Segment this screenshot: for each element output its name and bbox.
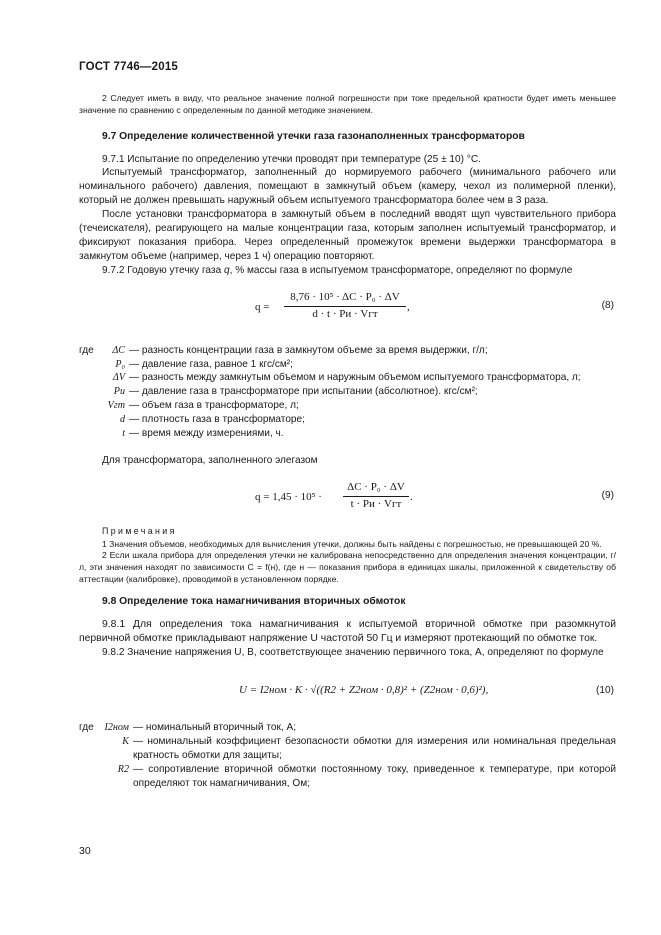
legend-row bbox=[79, 427, 616, 441]
formula-10-number: (10) bbox=[596, 685, 614, 697]
sf6-intro: Для трансформатора, заполненного элегазом bbox=[102, 454, 318, 466]
legend-symbol: P₀ bbox=[115, 358, 125, 370]
formula-9-number: (9) bbox=[601, 489, 614, 501]
para-9-7-2 bbox=[79, 264, 616, 278]
para-9-8-1: 9.8.1 Для определения тока намагничивания к испытуемой вторичной обмотке при разомкнутой первичной обмотке прикладывают напряжение U частотой 50 Гц и измеряют протекающий по обмотке ток. bbox=[79, 618, 616, 644]
legend-symbol: I2ном bbox=[104, 722, 129, 734]
para-9-7-1-procedure: После установки трансформатора в замкнутый объем в последний вводят щуп чувствительного прибора (течеискателя), реагирующего на малые концентрации газа, которым заполнен испытуемый трансформатор, и фиксируют показания прибора. Через определенный промежуток времени выдержки трансформатора в замкнутом объеме (например, через 1 ч) операцию повторяют. bbox=[79, 209, 616, 262]
formula-9-fraction bbox=[343, 481, 409, 512]
notes-block bbox=[79, 526, 616, 586]
formula-9-tail: . bbox=[410, 490, 413, 503]
formula-9-fraction-bar bbox=[343, 496, 409, 497]
legend-row bbox=[79, 385, 616, 399]
legend-8 bbox=[79, 344, 616, 441]
legend-symbol: ΔC bbox=[112, 344, 125, 356]
page-header-standard-id: ГОСТ 7746—2015 bbox=[79, 61, 179, 73]
formula-9 bbox=[79, 477, 616, 521]
formula-9-lhs: q = 1,45 · 10⁵ · bbox=[255, 490, 322, 503]
formula-8 bbox=[79, 287, 616, 331]
legend-symbol: t bbox=[122, 428, 125, 439]
legend-symbol: d bbox=[119, 414, 125, 426]
page-number: 30 bbox=[79, 845, 91, 857]
legend-10 bbox=[79, 721, 616, 790]
legend-symbol: K bbox=[122, 736, 129, 748]
legend-text: — плотность газа в трансформаторе; bbox=[129, 414, 305, 426]
formula-8-fraction-bar bbox=[284, 306, 406, 307]
legend-symbol: Vгт bbox=[107, 400, 125, 412]
legend-text: — время между измерениями, ч. bbox=[129, 428, 284, 439]
formula-8-numerator: 8,76 · 10⁵ · ΔC · P₀ · ΔV bbox=[290, 290, 400, 303]
var-q: q bbox=[223, 264, 230, 276]
formula-8-lhs: q = bbox=[255, 300, 270, 313]
legend-text: — давление газа в трансформаторе при испытании (абсолютное). кгс/см²; bbox=[129, 386, 478, 398]
section-9-7-title: 9.7 Определение количественной утечки газа газонаполненных трансформаторов bbox=[102, 130, 525, 142]
legend-text: — объем газа в трансформаторе, л; bbox=[129, 400, 299, 412]
legend-text: — номинальный коэффициент безопасности обмотки для измерения или номинальная предельная кратность обмотки для защиты; bbox=[133, 736, 616, 762]
legend-row bbox=[79, 399, 616, 413]
legend-text: — разность между замкнутым объемом и наружным объемом испытуемого трансформатора, л; bbox=[129, 372, 581, 384]
legend-row bbox=[79, 735, 616, 763]
para-9-7-1: 9.7.1 Испытание по определению утечки проводят при температуре (25 ± 10) °С. bbox=[102, 153, 481, 165]
legend-row bbox=[79, 371, 616, 385]
para-9-7-2-end: , % массы газа в испытуемом трансформаторе, определяют по формуле bbox=[229, 264, 573, 276]
formula-10-expression: U = I2ном · K · √((R2 + Z2ном · 0,8)² + (Z2ном · 0,6)²), bbox=[239, 684, 489, 697]
legend-row bbox=[79, 721, 616, 735]
formula-8-tail: , bbox=[407, 300, 410, 313]
formula-9-numerator: ΔC · P₀ · ΔV bbox=[347, 480, 405, 493]
page-content bbox=[79, 93, 616, 791]
note-2: 2 Если шкала прибора для определения утечки не калибрована непосредственно для определения значения концентрации, г/л, эти значения находят по зависимости C = f(н), где н — показания прибора в единицах шкалы, приложенной к свидетельству об аттестации (калибровке), проводимой в установленном порядке. bbox=[79, 550, 616, 584]
note-1: 1 Значения объемов, необходимых для вычисления утечки, должны быть найдены с погрешностью, не превышающей 20 %. bbox=[102, 538, 602, 549]
formula-10 bbox=[79, 672, 616, 712]
legend-symbol: R2 bbox=[117, 764, 129, 776]
legend-row bbox=[79, 358, 616, 372]
para-9-7-1-chamber: Испытуемый трансформатор, заполненный до нормируемого рабочего (минимального рабочего или номинального рабочего) давления, помещают в замкнутый объем (камеру, чехол из полимерной пленки), который не должен превышать наружный объем испытуемого трансформатора более чем в 3 раза. bbox=[79, 167, 616, 207]
legend-text: — разность концентрации газа в замкнутом объеме за время выдержки, г/л; bbox=[129, 344, 488, 356]
note-top: 2 Следует иметь в виду, что реальное значение полной погрешности при токе предельной кратности будет иметь меньшее значение по сравнению с определенным по данной методике значением. bbox=[79, 93, 616, 115]
legend-row bbox=[79, 763, 616, 791]
legend-symbol: ΔV bbox=[112, 372, 125, 384]
where-label: где bbox=[79, 722, 94, 734]
legend-symbol: Pи bbox=[113, 386, 125, 398]
formula-8-number: (8) bbox=[601, 299, 614, 311]
legend-text: — давление газа, равное 1 кгс/см²; bbox=[129, 358, 293, 370]
where-label: где bbox=[79, 344, 94, 356]
formula-9-denominator: t · Pи · Vгт bbox=[350, 497, 402, 510]
legend-text: — сопротивление вторичной обмотки постоянному току, приведенное к температуре, при которой определяют ток намагничивания, Ом; bbox=[133, 764, 616, 789]
para-9-8-2: 9.8.2 Значение напряжения U, В, соответствующее значению первичного тока, А, определяют по формуле bbox=[102, 646, 604, 658]
legend-text: — номинальный вторичный ток, А; bbox=[133, 722, 297, 734]
formula-8-denominator: d · t · Pи · Vгт bbox=[312, 307, 378, 320]
section-9-8-title: 9.8 Определение тока намагничивания вторичных обмоток bbox=[102, 595, 406, 607]
formula-8-fraction bbox=[284, 291, 406, 322]
notes-title: Примечания bbox=[102, 525, 177, 536]
legend-row bbox=[79, 344, 616, 358]
para-9-7-2-start: 9.7.2 Годовую утечку газа bbox=[102, 264, 224, 276]
legend-row bbox=[79, 413, 616, 427]
